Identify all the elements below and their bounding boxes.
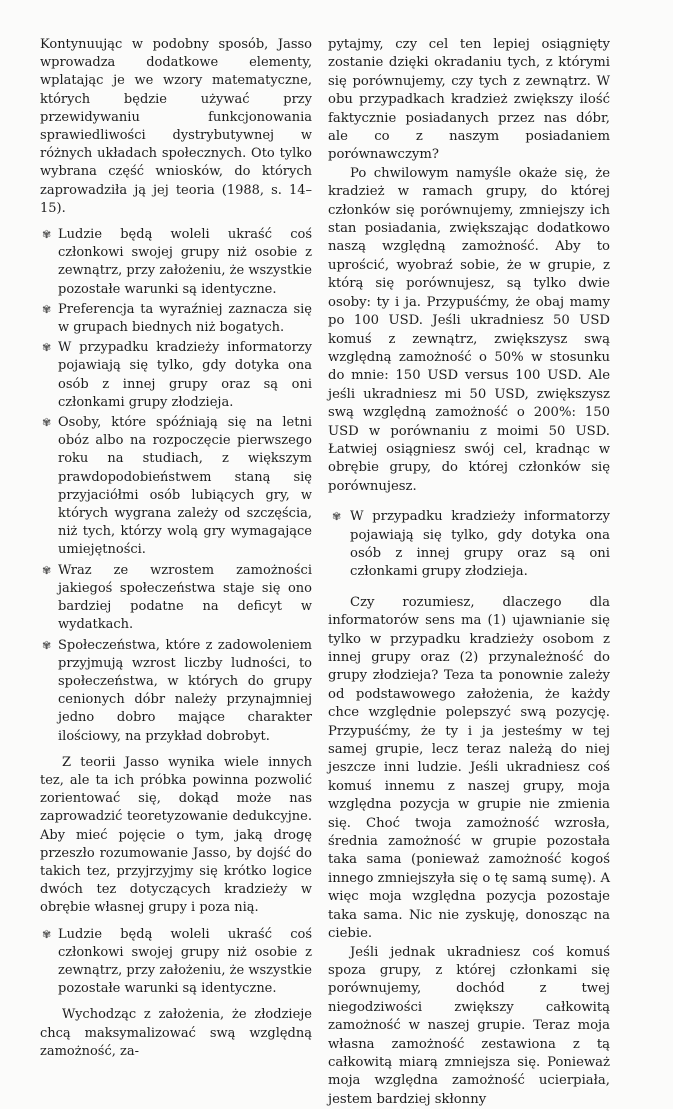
flower-bullet-icon: ✾ [42,926,51,944]
right-paragraph-2: Po chwilowym namyśle okaże się, że kradzież w ramach grupy, do której członków się porównujemy, zmniejszy ich stan posiadania, zwiększając dodatkowo naszą względną zamożność. Aby to uprościć, wyobraź sobie, że w grupie, z którą się porównujesz, są tylko dwie osoby: ty i ja. Przypuśćmy, że obaj mamy po 100 USD. Jeśli ukradniesz 50 USD komuś z zewnątrz, zwiększysz swą względną zamożność o 50% w stosunku do mnie: 150 USD versus 100 USD. Ale jeśli ukradniesz mi 50 USD, zwiększysz swą względną zamożność o 200%: 150 USD w porównaniu z moimi 50 USD. Łatwiej osiągniesz swój cel, kradnąc w obrębie grupy, do której członków się porównujesz. [328,165,610,496]
flower-bullet-icon: ✾ [42,339,51,357]
list-item: ✾ Osoby, które spóźniają się na letni obóz albo na rozpoczęcie pierwszego roku na studiach, z większym prawdopodobieństwem staną się przyjaciółmi osób lubiących gry, w których wygrana zależy od szczęścia, niż tych, którzy wolą gry wymagające umiejętności. [40,414,312,560]
list-item: ✾ Społeczeństwa, które z zadowoleniem przyjmują wzrost liczby ludności, to społeczeństwa, w których do grupy cenionych dóbr należy przynajmniej jedno dobro mające charakter ilościowy, na przykład dobrobyt. [40,637,312,746]
flower-bullet-icon: ✾ [42,414,51,432]
flower-bullet-icon: ✾ [42,226,51,244]
list-item: ✾ W przypadku kradzieży informatorzy pojawiają się tylko, gdy dotyka ona osób z innej grupy oraz są oni członkami grupy złodzieja. [328,508,610,582]
flower-bullet-icon: ✾ [42,562,51,580]
left-bullet-list-1 [40,226,312,746]
flower-bullet-icon: ✾ [42,637,51,655]
list-item: ✾ W przypadku kradzieży informatorzy pojawiają się tylko, gdy dotyka ona osób z innej grupy oraz są oni członkami grupy złodzieja. [40,339,312,412]
left-bullet-list-2 [40,926,312,999]
flower-bullet-icon: ✾ [42,301,51,319]
flower-bullet-icon: ✾ [332,508,341,526]
right-paragraph-1: pytajmy, czy cel ten lepiej osiągnięty zostanie dzięki okradaniu tych, z którymi się porównujemy, czy tych z zewnątrz. W obu przypadkach kradzież zwiększy ilość faktycznie posiadanych przez nas dóbr, ale co z naszym posiadaniem porównawczym? [328,36,610,165]
list-item: ✾ Ludzie będą woleli ukraść coś członkowi swojej grupy niż osobie z zewnątrz, przy założeniu, że wszystkie pozostałe warunki są identyczne. [40,926,312,999]
list-item: ✾ Wraz ze wzrostem zamożności jakiegoś społeczeństwa staje się ono bardziej podatne na deficyt w wydatkach. [40,562,312,635]
left-paragraph-1: Kontynuując w podobny sposób, Jasso wprowadza dodatkowe elementy, wplatając je we wzory matematyczne, których będzie używać przy przewidywaniu funkcjonowania sprawiedliwości dystrybutywnej w różnych układach społecznych. Oto tylko wybrana część wniosków, do których zaprowadziła ją jej teoria (1988, s. 14–15). [40,36,312,218]
left-paragraph-3: Wychodząc z założenia, że złodzieje chcą maksymalizować swą względną zamożność, za- [40,1006,312,1061]
left-column [40,36,312,1061]
list-item: ✾ Ludzie będą woleli ukraść coś członkowi swojej grupy niż osobie z zewnątrz, przy założeniu, że wszystkie pozostałe warunki są identyczne. [40,226,312,299]
right-paragraph-3: Czy rozumiesz, dlaczego dla informatorów sens ma (1) ujawnianie się tylko w przypadku kradzieży osobom z innej grupy oraz (2) przynależność do grupy złodzieja? Teza ta ponownie zależy od podstawowego założenia, że każdy chce względnie polepszyć swą pozycję. Przypuśćmy, że ty i ja jesteśmy w tej samej grupie, lecz teraz należą do niej jeszcze inni ludzie. Jeśli ukradniesz coś komuś innemu z naszej grupy, moja względna pozycja w grupie nie zmienia się. Choć twoja zamożność wzrosła, średnia zamożność w grupie pozostała taka sama (ponieważ zamożność kogoś innego zmniejszyła się o tę samą sumę). A więc moja względna pozycja pozostaje taka sama. Nic nie zyskuję, donosząc na ciebie. [328,594,610,944]
right-paragraph-4: Jeśli jednak ukradniesz coś komuś spoza grupy, z której członkami się porównujemy, dochód z twej niegodziwości zwiększy całkowitą zamożność w naszej grupie. Teraz moja własna zamożność zestawiona z tą całkowitą miarą zmniejsza się. Ponieważ moja względna zamożność ucierpiała, jestem bardziej skłonny [328,944,610,1109]
left-paragraph-2: Z teorii Jasso wynika wiele innych tez, ale ta ich próbka powinna pozwolić zorientować się, dokąd może nas zaprowadzić teoretyzowanie dedukcyjne. Aby mieć pojęcie o tym, jaką drogę przeszło rozumowanie Jasso, by dojść do takich tez, przyjrzyjmy się krótko logice dwóch tez dotyczących kradzieży w obrębie własnej grupy i poza nią. [40,754,312,918]
right-bullet-list [328,508,610,582]
right-column [328,36,610,1109]
list-item: ✾ Preferencja ta wyraźniej zaznacza się w grupach biednych niż bogatych. [40,301,312,337]
